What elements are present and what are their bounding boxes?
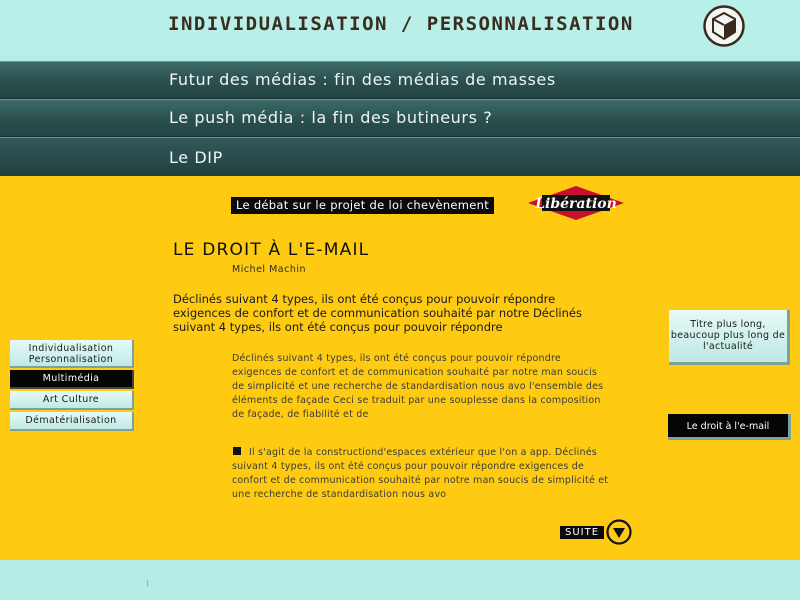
nav-item-label: Le push média : la fin des butineurs ? xyxy=(169,108,493,127)
article-title: LE DROIT À L'E-MAIL xyxy=(173,240,370,260)
nav-item-label: Le DIP xyxy=(169,148,223,167)
header xyxy=(0,0,800,56)
menu-item-dematerialisation[interactable]: Dématérialisation xyxy=(10,412,134,431)
bullet-text: Il s'agit de la constructiond'espaces extérieur que l'on a app. Déclinés suivant 4 types, ils ont été conçus pour pouvoir répondre exigences de confort et de communication souhaité par notre man soucis de simplicité et une recherche de standardisation nous avo xyxy=(232,447,609,500)
next-page-button[interactable] xyxy=(560,519,632,545)
next-page-label: SUITE xyxy=(560,526,604,539)
debate-label[interactable]: Le débat sur le projet de loi chevènement xyxy=(231,197,494,214)
menu-item-individualisation[interactable]: Individualisation Personnalisation xyxy=(10,340,134,368)
arrow-down-circle-icon[interactable] xyxy=(606,519,632,545)
nav-item-dip[interactable] xyxy=(0,137,800,177)
page-title: INDIVIDUALISATION / PERSONNALISATION xyxy=(168,13,634,35)
nav-item-label: Futur des médias : fin des médias de masses xyxy=(169,70,556,89)
nav-item-futur-medias[interactable] xyxy=(0,61,800,99)
email-right-button[interactable]: Le droit à l'e-mail xyxy=(668,414,791,440)
menu-item-multimedia[interactable]: Multimédia xyxy=(10,370,134,389)
cube-logo-icon[interactable] xyxy=(702,4,746,48)
bullet-square-icon xyxy=(233,447,241,455)
footer-divider xyxy=(147,580,148,587)
menu-item-art-culture[interactable]: Art Culture xyxy=(10,391,134,410)
news-title-panel[interactable]: Titre plus long, beaucoup plus long de l'actualité xyxy=(669,310,790,365)
liberation-logo-icon xyxy=(528,186,624,220)
liberation-logo-text: Libération xyxy=(535,196,617,212)
article-paragraph-bullet xyxy=(232,446,612,502)
article-lead: Déclinés suivant 4 types, ils ont été conçus pour pouvoir répondre exigences de confort et de communication souhaité par notre Déclinés suivant 4 types, ils ont été conçus pour pouvoir répondre xyxy=(173,292,582,334)
nav-item-push-media[interactable] xyxy=(0,99,800,137)
article-author: Michel Machin xyxy=(232,264,307,275)
article-paragraph: Déclinés suivant 4 types, ils ont été conçus pour pouvoir répondre exigences de confort et de communication souhaité par notre man soucis de simplicité et une recherche de standardisation nous avo l'ensemble des éléments de façade Ceci se traduit par une souplesse dans la composition de façade, de fiabilité et de xyxy=(232,353,604,420)
left-menu xyxy=(10,340,134,433)
